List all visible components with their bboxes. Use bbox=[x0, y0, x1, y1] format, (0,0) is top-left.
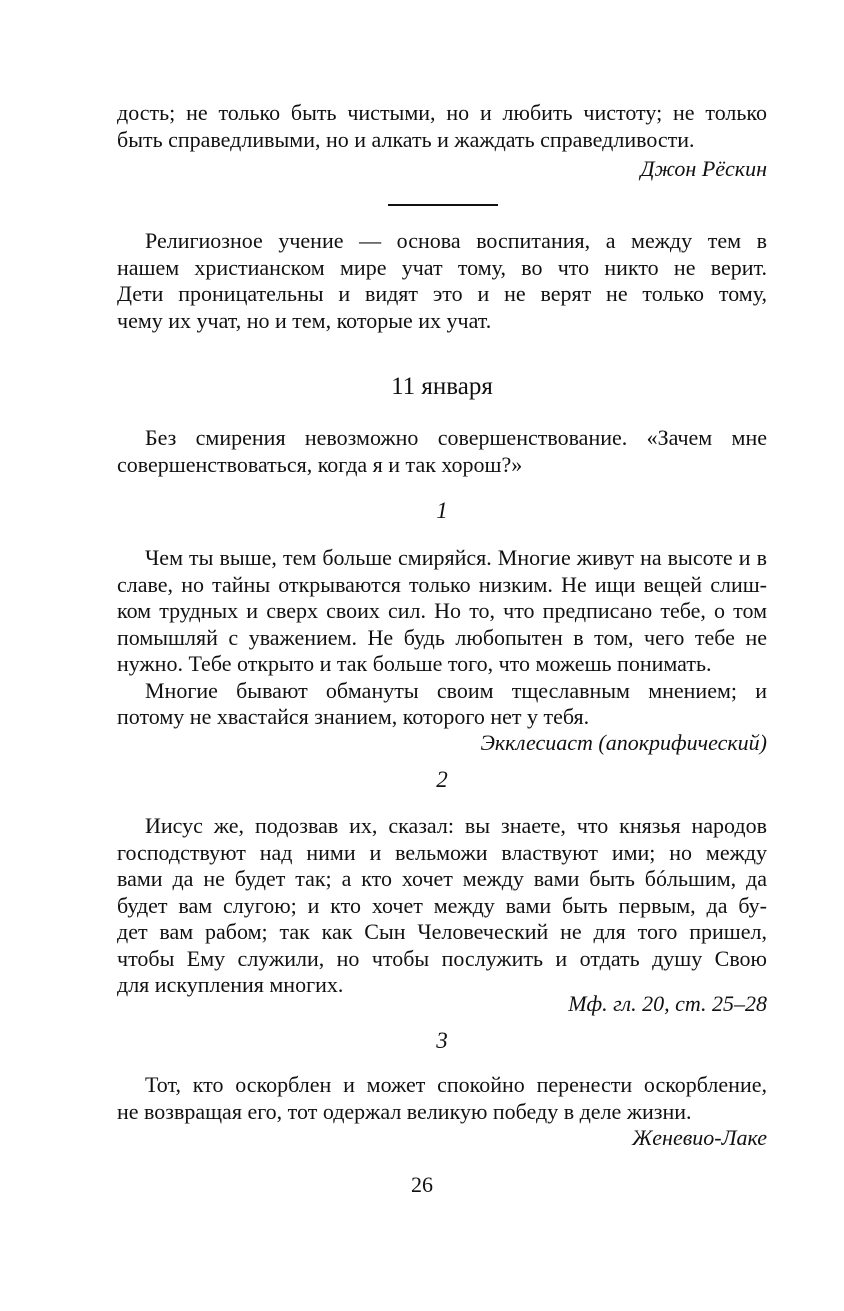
section3-paragraph bbox=[117, 1072, 767, 1125]
text-line: помышляй с уважением. Не будь любопытен в том, чего тебе не bbox=[117, 624, 767, 650]
section-number-3: 3 bbox=[436, 1028, 448, 1053]
text-line: ком трудных и сверх своих сил. Но то, что предписано тебе, о том bbox=[117, 598, 767, 623]
text-line: Без смирения невозможно совершенствование. «Зачем мне bbox=[145, 425, 767, 450]
text-line: дет вам рабом; так как Сын Человеческий не для того пришел, bbox=[117, 919, 767, 944]
text-line: вами да не будет так; а кто хочет между вами быть бóльшим, да bbox=[117, 866, 767, 891]
continued-paragraph bbox=[117, 100, 767, 153]
section2-paragraph bbox=[117, 813, 767, 999]
text-line: чему их учат, но и тем, которые их учат. bbox=[117, 307, 492, 333]
text-line: Религиозное учение — основа воспитания, а между тем в bbox=[145, 228, 767, 253]
text-line: для искупления многих. bbox=[117, 972, 344, 997]
text-line: дость; не только быть чистыми, но и любить чистоту; не только bbox=[117, 100, 767, 125]
text-line: Тот, кто оскорблен и может спокойно перенести оскорбление, bbox=[145, 1072, 767, 1097]
text-line: Иисус же, подозвав их, сказал: вы знаете, что князья народов bbox=[145, 813, 767, 838]
intro-paragraph bbox=[117, 425, 767, 478]
text-line: чтобы Ему служили, но чтобы послужить и отдать душу Свою bbox=[117, 945, 767, 971]
religion-paragraph bbox=[117, 228, 767, 334]
text-line: Многие бывают обмануты своим тщеславным мнением; и bbox=[145, 677, 767, 703]
page-number: 26 bbox=[411, 1172, 433, 1197]
attribution-ruskin: Джон Рёскин bbox=[640, 156, 767, 181]
text-line: славе, но тайны открываются только низким. Не ищи вещей слиш- bbox=[117, 571, 767, 597]
text-line: Дети проницательны и видят это и не верят не только тому, bbox=[117, 281, 767, 306]
attribution-genevio: Женевио-Лаке bbox=[632, 1125, 767, 1150]
date-heading: 11 января bbox=[391, 373, 493, 400]
section1-paragraph bbox=[117, 545, 767, 731]
section-number-1: 1 bbox=[436, 498, 448, 523]
section-number-2: 2 bbox=[436, 767, 448, 792]
attribution-ecclesiastes: Экклесиаст (апокрифический) bbox=[480, 730, 767, 755]
attribution-matthew: Мф. гл. 20, ст. 25–28 bbox=[568, 991, 767, 1016]
text-line: Чем ты выше, тем больше смиряйся. Многие живут на высоте и в bbox=[145, 545, 767, 570]
text-line: потому не хвастайся знанием, которого нет у тебя. bbox=[117, 704, 590, 729]
text-line: быть справедливыми, но и алкать и жаждать справедливости. bbox=[117, 126, 695, 152]
text-line: не возвращая его, тот одержал великую победу в деле жизни. bbox=[117, 1098, 692, 1124]
text-line: будет вам слугою; и кто хочет между вами быть первым, да бу- bbox=[117, 892, 767, 918]
text-line: нужно. Тебе открыто и так больше того, что можешь понимать. bbox=[117, 651, 712, 676]
text-line: господствуют над ними и вельможи властвуют ими; но между bbox=[117, 839, 767, 865]
text-line: нашем христианском мире учат тому, во что никто не верит. bbox=[117, 254, 767, 280]
text-line: совершенствоваться, когда я и так хорош?» bbox=[117, 451, 523, 477]
section-divider bbox=[388, 204, 498, 206]
